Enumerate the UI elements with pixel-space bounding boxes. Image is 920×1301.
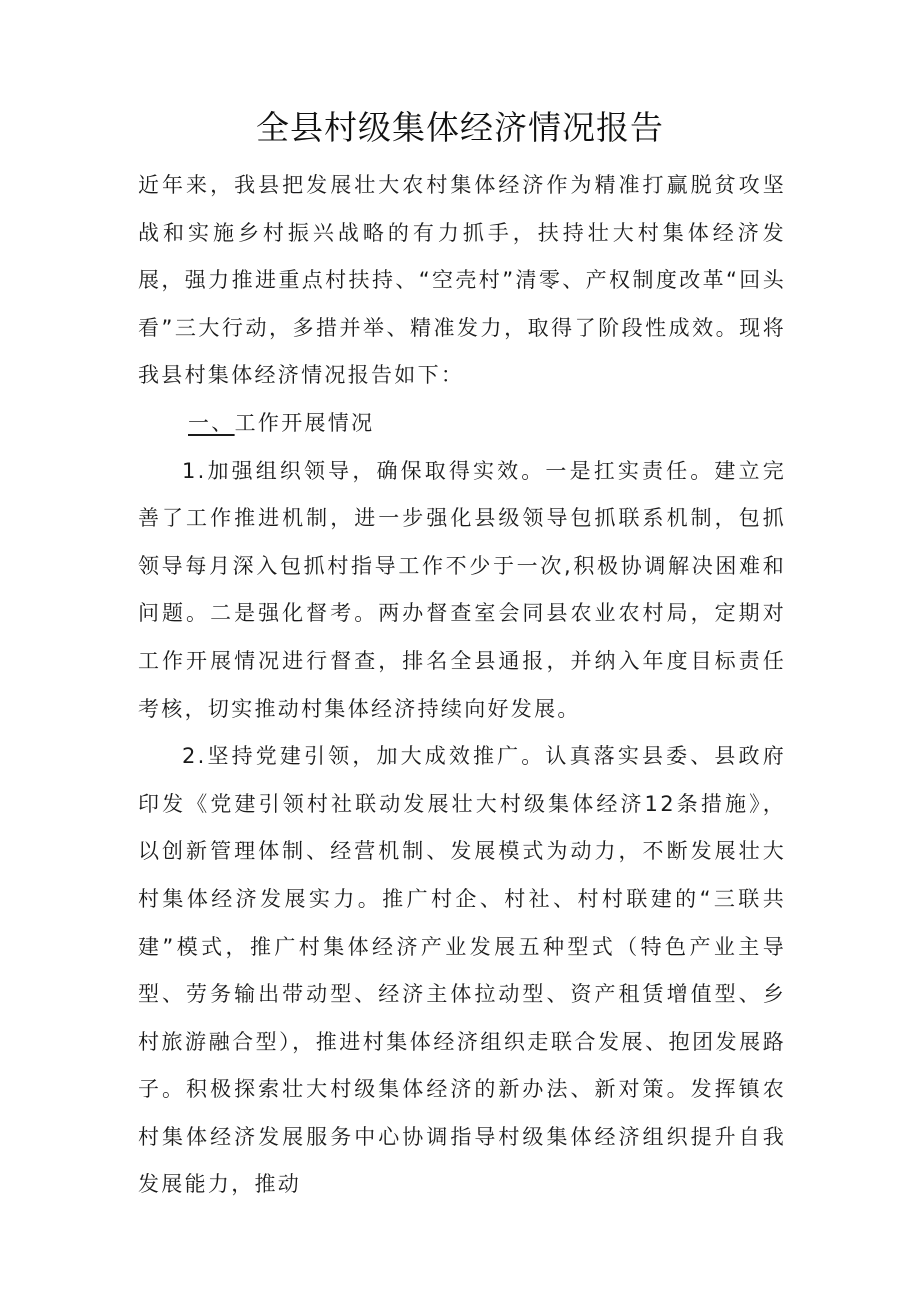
paragraph-1: 1.加强组织领导，确保取得实效。一是扛实责任。建立完善了工作推进机制，进一步强化县级领导包抓联系机制，包抓领导每月深入包抓村指导工作不少于一次,积极协调解决困难和问题。二是强化督考。两办督查室会同县农业农村局，定期对工作开展情况进行督查，排名全县通报，并纳入年度目标责任考核，切实推动村集体经济持续向好发展。 [138, 458, 786, 721]
document-body [138, 162, 786, 1209]
document-title: 全县村级集体经济情况报告 [256, 108, 664, 147]
section-number: 一、 [188, 410, 235, 435]
section-heading [138, 400, 786, 448]
intro-paragraph: 近年来，我县把发展壮大农村集体经济作为精准打赢脱贫攻坚战和实施乡村振兴战略的有力抓手，扶持壮大村集体经济发展，强力推进重点村扶持、“空壳村”清零、产权制度改革“回头看”三大行动，多措并举、精准发力，取得了阶段性成效。现将我县村集体经济情况报告如下： [138, 173, 786, 388]
section-title: 工作开展情况 [234, 410, 375, 435]
paragraph-2: 2.坚持党建引领，加大成效推广。认真落实县委、县政府印发《党建引领村社联动发展壮大村级集体经济12条措施》，以创新管理体制、经营机制、发展模式为动力，不断发展壮大村集体经济发展实力。推广村企、村社、村村联建的“三联共建”模式，推广村集体经济产业发展五种型式（特色产业主导型、劳务输出带动型、经济主体拉动型、资产租赁增值型、乡村旅游融合型），推进村集体经济组织走联合发展、抱团发展路子。积极探索壮大村级集体经济的新办法、新对策。发挥镇农村集体经济发展服务中心协调指导村级集体经济组织提升自我发展能力，推动 [138, 744, 786, 1197]
